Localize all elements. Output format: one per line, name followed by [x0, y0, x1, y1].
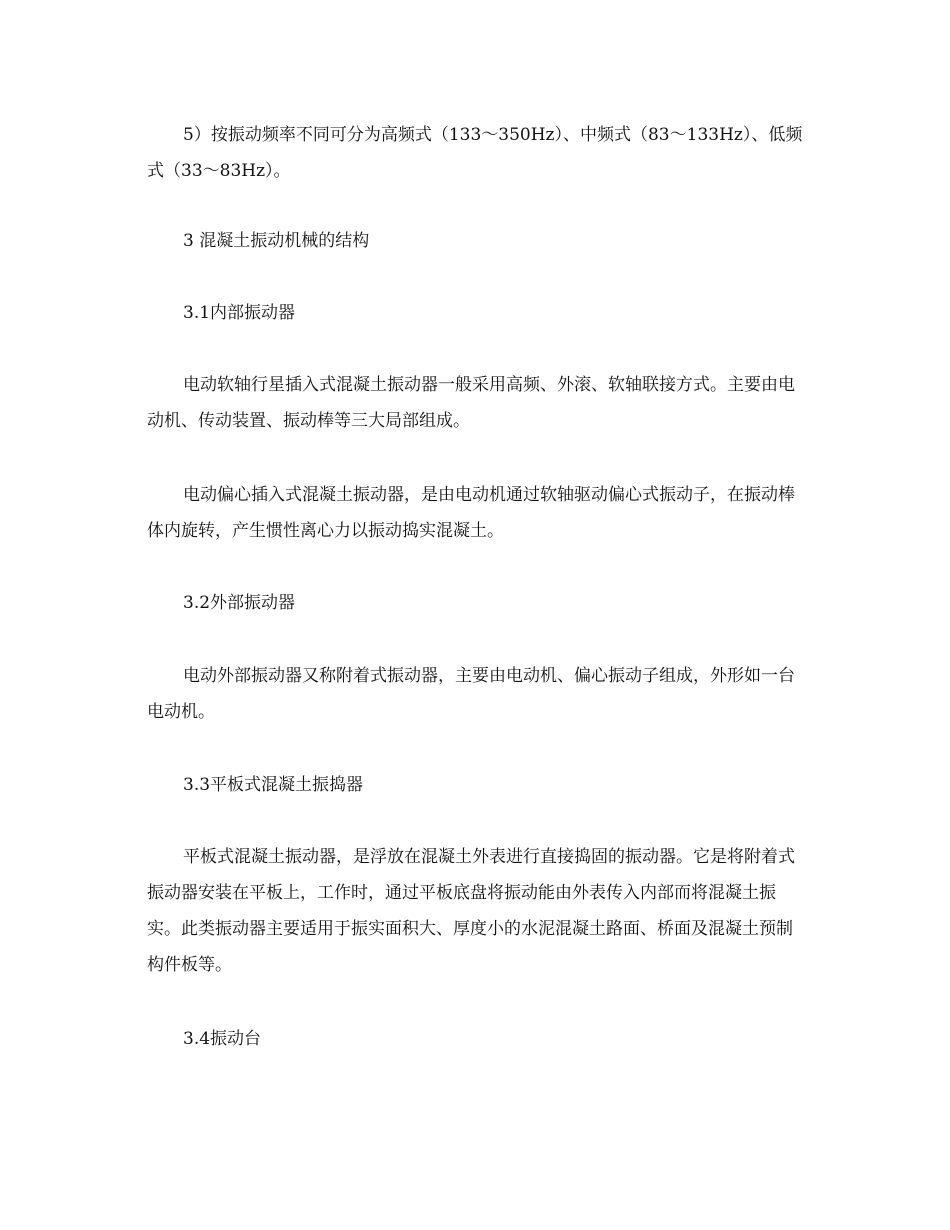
- paragraph-external-vibrator: 电动外部振动器又称附着式振动器，主要由电动机、偏心振动子组成，外形如一台电动机。: [147, 666, 795, 722]
- paragraph-eccentric-vibrator: 电动偏心插入式混凝土振动器，是由电动机通过软轴驱动偏心式振动子，在振动棒体内旋转，产生惯性离心力以振动捣实混凝土。: [147, 485, 795, 541]
- section-heading-structure: 3 混凝土振动机械的结构: [183, 231, 370, 251]
- subsection-heading-vibration-table: 3.4振动台: [183, 1029, 262, 1049]
- paragraph-vibration-frequency: 5）按振动频率不同可分为高频式（133～350Hz）、中频式（83～133Hz）、低频式（33～83Hz）。: [147, 125, 803, 181]
- paragraph-plate-vibrator: 平板式混凝土振动器，是浮放在混凝土外表进行直接捣固的振动器。它是将附着式振动器安装在平板上，工作时，通过平板底盘将振动能由外表传入内部而将混凝土振实。此类振动器主要适用于振实面积大、厚度小的水泥混凝土路面、桥面及混凝土预制构件板等。: [147, 847, 795, 975]
- subsection-heading-external-vibrator: 3.2外部振动器: [183, 593, 296, 613]
- subsection-heading-plate-vibrator: 3.3平板式混凝土振捣器: [183, 775, 364, 795]
- subsection-heading-internal-vibrator: 3.1内部振动器: [183, 303, 296, 323]
- paragraph-flexible-shaft-vibrator: 电动软轴行星插入式混凝土振动器一般采用高频、外滚、软轴联接方式。主要由电动机、传动装置、振动棒等三大局部组成。: [147, 375, 795, 431]
